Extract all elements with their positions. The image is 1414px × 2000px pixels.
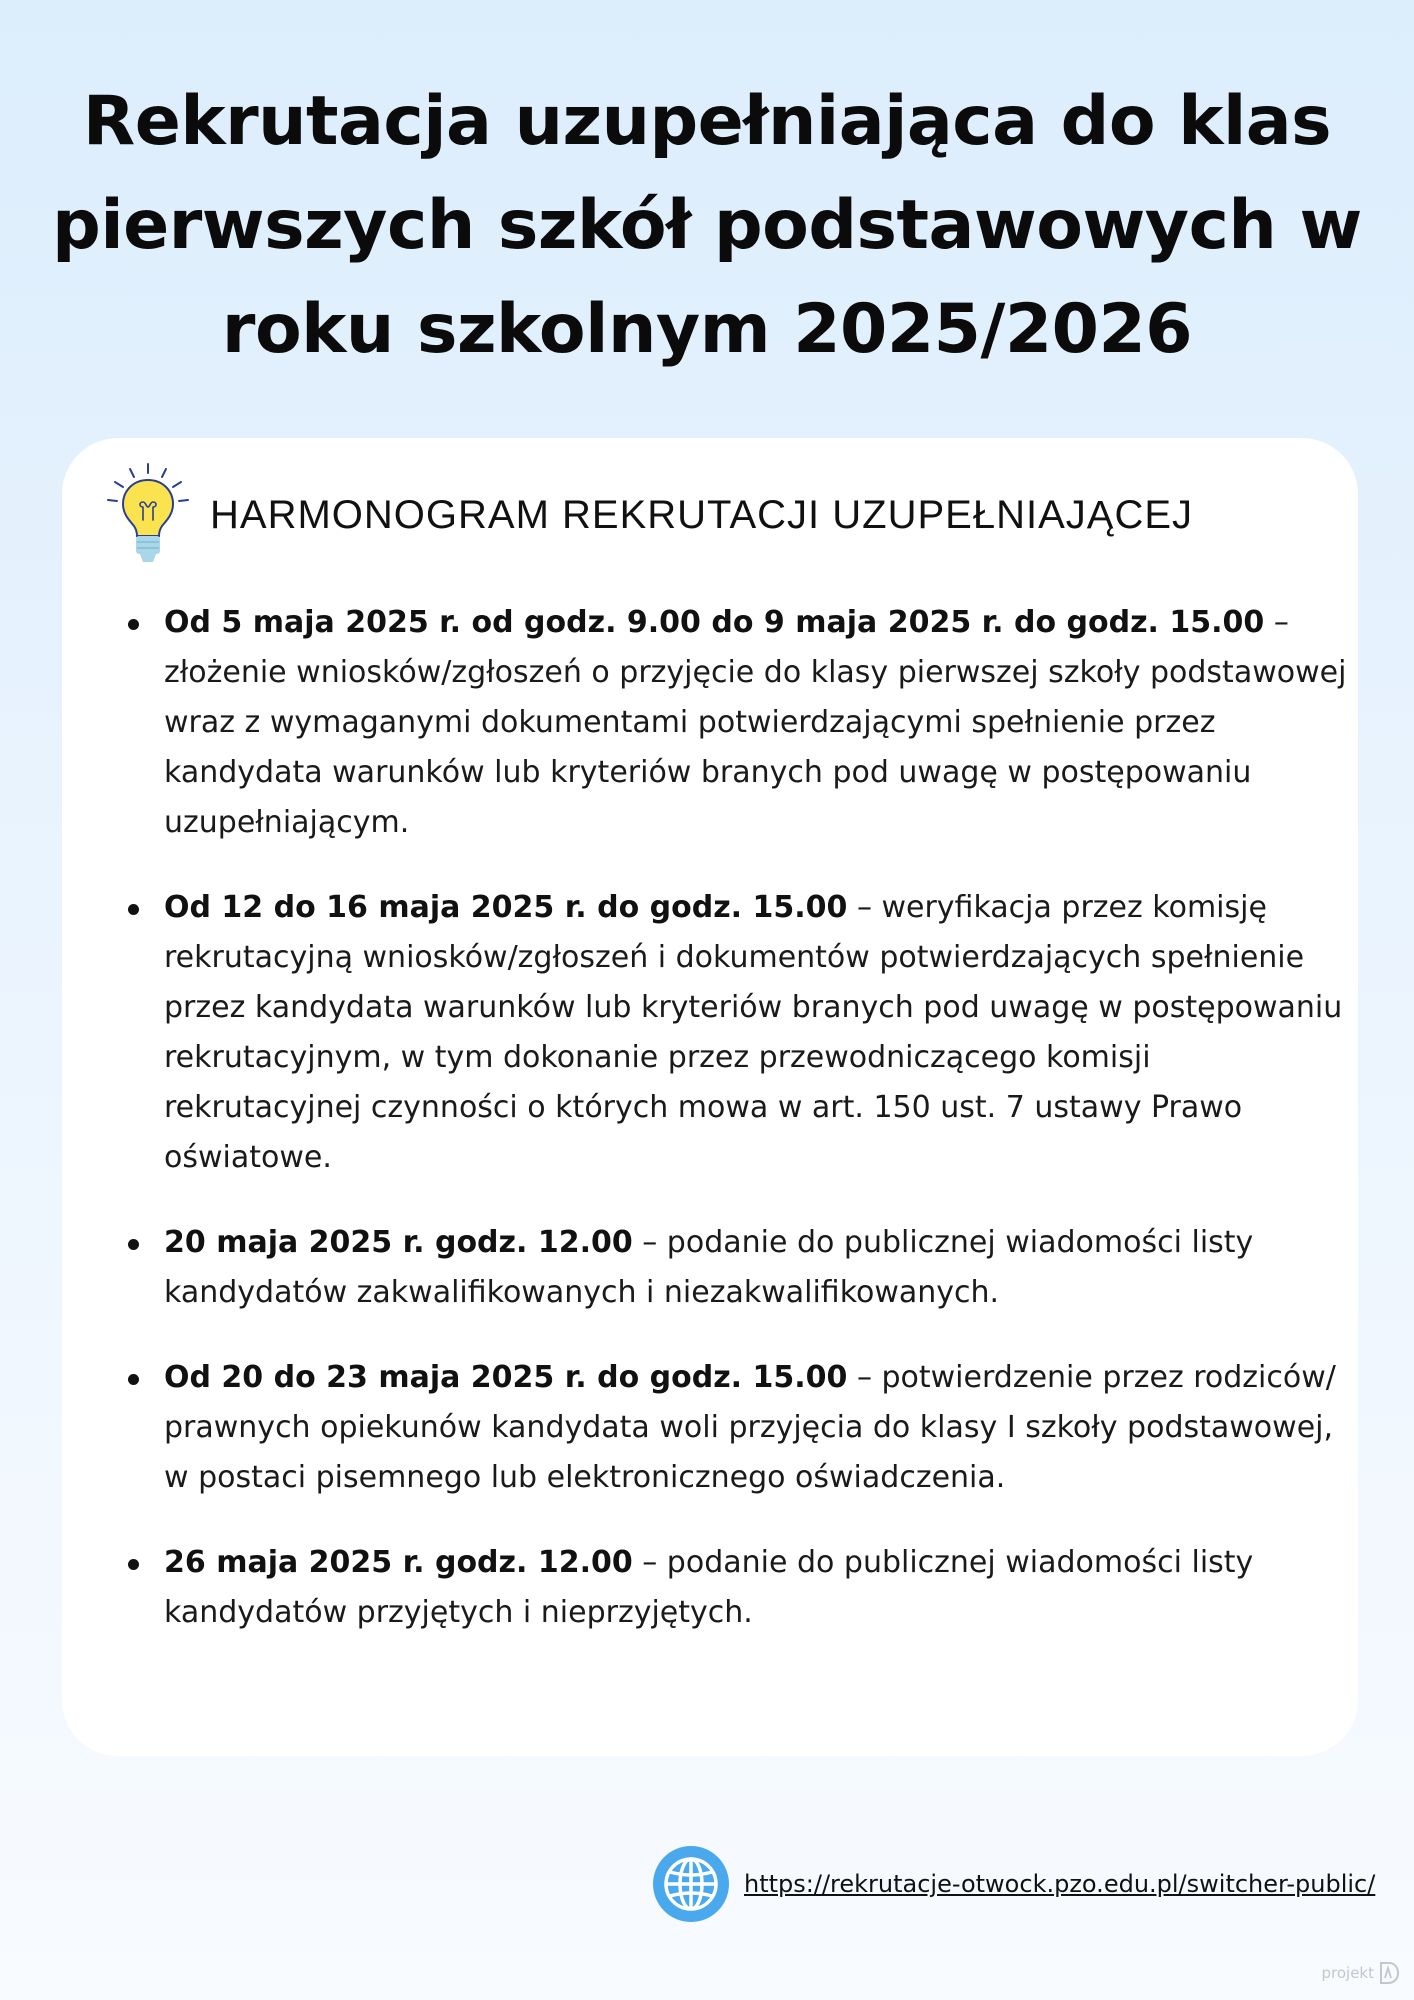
item-date: Od 5 maja 2025 r. od godz. 9.00 do 9 maja 2025 r. do godz. 15.00	[164, 605, 1265, 640]
footer-link-row	[652, 1845, 1375, 1923]
item-description: – podanie do publicznej wiadomości listy kandydatów zakwalifikowanych i niezakwalifikowanych.	[164, 1225, 1254, 1310]
globe-icon	[652, 1845, 730, 1923]
schedule-card	[62, 438, 1358, 1756]
watermark	[1322, 1960, 1401, 1986]
card-heading: HARMONOGRAM REKRUTACJI UZUPEŁNIAJĄCEJ	[210, 492, 1194, 537]
footer-url-link[interactable]: https://rekrutacje-otwock.pzo.edu.pl/switcher-public/	[744, 1870, 1376, 1898]
schedule-item	[122, 1353, 1352, 1503]
item-date: Od 20 do 23 maja 2025 r. do godz. 15.00	[164, 1360, 848, 1395]
schedule-list	[122, 598, 1352, 1673]
item-description: – potwierdzenie przez rodziców/ prawnych opiekunów kandydata woli przyjęcia do klasy I szkoły podstawowej, w postaci pisemnego lub elektronicznego oświadczenia.	[164, 1360, 1336, 1495]
watermark-text: projekt	[1321, 1964, 1374, 1982]
page-title: Rekrutacja uzupełniająca do klas pierwszych szkół podstawowych w roku szkolnym 2025/2026	[52, 82, 1362, 369]
bullet-icon	[128, 904, 139, 915]
schedule-item	[122, 1538, 1352, 1638]
item-description: – podanie do publicznej wiadomości listy kandydatów przyjętych i nieprzyjętych.	[164, 1545, 1254, 1630]
item-date: Od 12 do 16 maja 2025 r. do godz. 15.00	[164, 890, 848, 925]
watermark-logo-icon	[1376, 1960, 1400, 1986]
item-description: – weryfikacja przez komisję rekrutacyjną wniosków/zgłoszeń i dokumentów potwierdzających spełnienie przez kandydata warunków lub kryteriów branych pod uwagę w postępowaniu rekrutacyjnym, w tym dokonanie przez przewodniczącego komisji rekrutacyjnej czynności o których mowa w art. 150 ust. 7 ustawy Prawo oświatowe.	[164, 890, 1343, 1175]
item-date: 20 maja 2025 r. godz. 12.00	[164, 1225, 633, 1260]
card-header	[100, 460, 1193, 570]
bullet-icon	[128, 1559, 139, 1570]
lightbulb-icon	[100, 460, 196, 570]
schedule-item	[122, 598, 1352, 848]
bullet-icon	[128, 1239, 139, 1250]
bullet-icon	[128, 1374, 139, 1385]
schedule-item	[122, 883, 1352, 1183]
item-date: 26 maja 2025 r. godz. 12.00	[164, 1545, 633, 1580]
item-description: – złożenie wniosków/zgłoszeń o przyjęcie do klasy pierwszej szkoły podstawowej wraz z wymaganymi dokumentami potwierdzającymi spełnienie przez kandydata warunków lub kryteriów branych pod uwagę w postępowaniu uzupełniającym.	[164, 605, 1347, 840]
schedule-item	[122, 1218, 1352, 1318]
bullet-icon	[128, 619, 139, 630]
